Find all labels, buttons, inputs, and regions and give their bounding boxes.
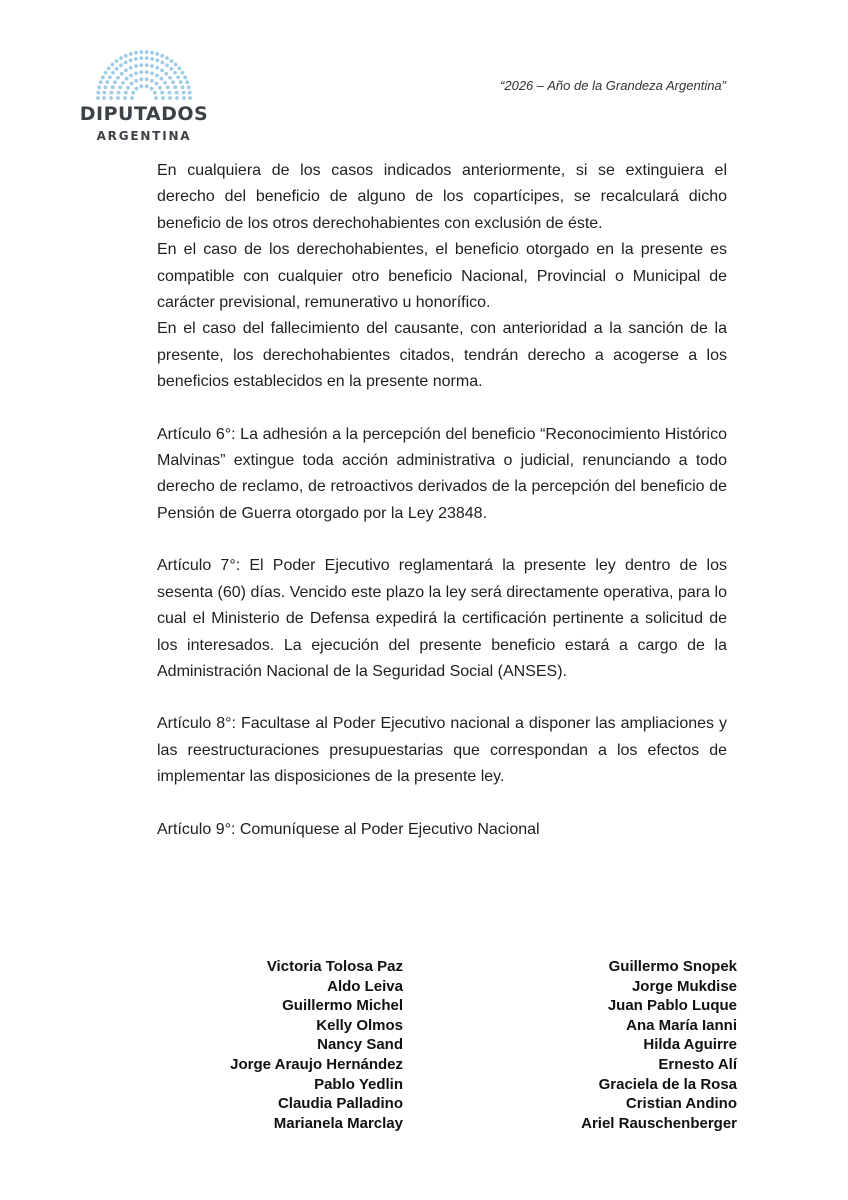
signatory-name: Hilda Aguirre [643, 1036, 737, 1054]
signatory-name: Claudia Palladino [277, 1095, 403, 1113]
signatory-name: Guillermo Michel [282, 997, 403, 1015]
signatory-name: Ariel Rauschenberger [581, 1114, 737, 1132]
paragraph: En cualquiera de los casos indicados anteriormente, si se extinguiera el derecho del beneficio de alguno de los copartícipes, se recalculará dicho beneficio de los otros derechohabientes con exclusión de éste. [157, 162, 727, 232]
signatory-name: Cristian Andino [625, 1095, 737, 1113]
signatory-name: Guillermo Snopek [608, 958, 737, 975]
signatory-name: Victoria Tolosa Paz [266, 958, 403, 975]
signatory-name: Kelly Olmos [316, 1016, 403, 1034]
diputados-logo [78, 50, 228, 150]
signatory-name: Jorge Mukdise [631, 977, 737, 995]
year-motto: “2026 – Año de la Grandeza Argentina” [500, 78, 726, 93]
signatory-name: Nancy Sand [317, 1036, 403, 1054]
document-body [157, 158, 727, 843]
paragraph: En el caso del fallecimiento del causante, con anterioridad a la sanción de la presente, los derechohabientes citados, tendrán derecho a acogerse a los beneficios establecidos en la presente norma. [157, 320, 727, 391]
chamber-seats-icon [96, 50, 192, 100]
signatory-name: Marianela Marclay [273, 1114, 403, 1132]
logo-title: DIPUTADOS [79, 103, 209, 125]
article-8: Artículo 8°: Facultase al Poder Ejecutivo nacional a disponer las ampliaciones y las reestructuraciones presupuestarias que correspondan a los efectos de implementar las disposiciones de la presente ley. [157, 715, 727, 786]
signatory-name: Jorge Araujo Hernández [230, 1055, 403, 1073]
signatory-name: Graciela de la Rosa [598, 1075, 737, 1093]
article-7: Artículo 7°: El Poder Ejecutivo reglamentará la presente ley dentro de los sesenta (60) días. Vencido este plazo la ley será directamente operativa, para lo cual el Ministerio de Defensa expedirá la certificación pertinente a solicitud de los interesados. La ejecución del presente beneficio estará a cargo de la Administración Nacional de la Seguridad Social (ANSES). [157, 557, 727, 680]
logo-subtitle: ARGENTINA [96, 129, 192, 143]
signatory-name: Ana María Ianni [626, 1016, 737, 1034]
page-header [0, 0, 848, 160]
signatories-right [581, 957, 737, 1133]
article-6: Artículo 6°: La adhesión a la percepción del beneficio “Reconocimiento Histórico Malvinas” extingue toda acción administrativa o judicial, renunciando a todo derecho de reclamo, de retroactivos derivados de la percepción del beneficio de Pensión de Guerra otorgado por la Ley 23848. [157, 425, 727, 522]
signatory-name: Aldo Leiva [327, 977, 403, 995]
signatory-name: Pablo Yedlin [314, 1075, 403, 1093]
article-9: Artículo 9°: Comuníquese al Poder Ejecutivo Nacional [157, 820, 540, 838]
signatory-name: Ernesto Alí [658, 1055, 737, 1073]
paragraph: En el caso de los derechohabientes, el beneficio otorgado en la presente es compatible con cualquier otro beneficio Nacional, Provincial o Municipal de carácter previsional, remunerativo u honorífico. [157, 241, 727, 312]
signatory-name: Juan Pablo Luque [607, 997, 737, 1015]
signatories-left [230, 957, 403, 1133]
